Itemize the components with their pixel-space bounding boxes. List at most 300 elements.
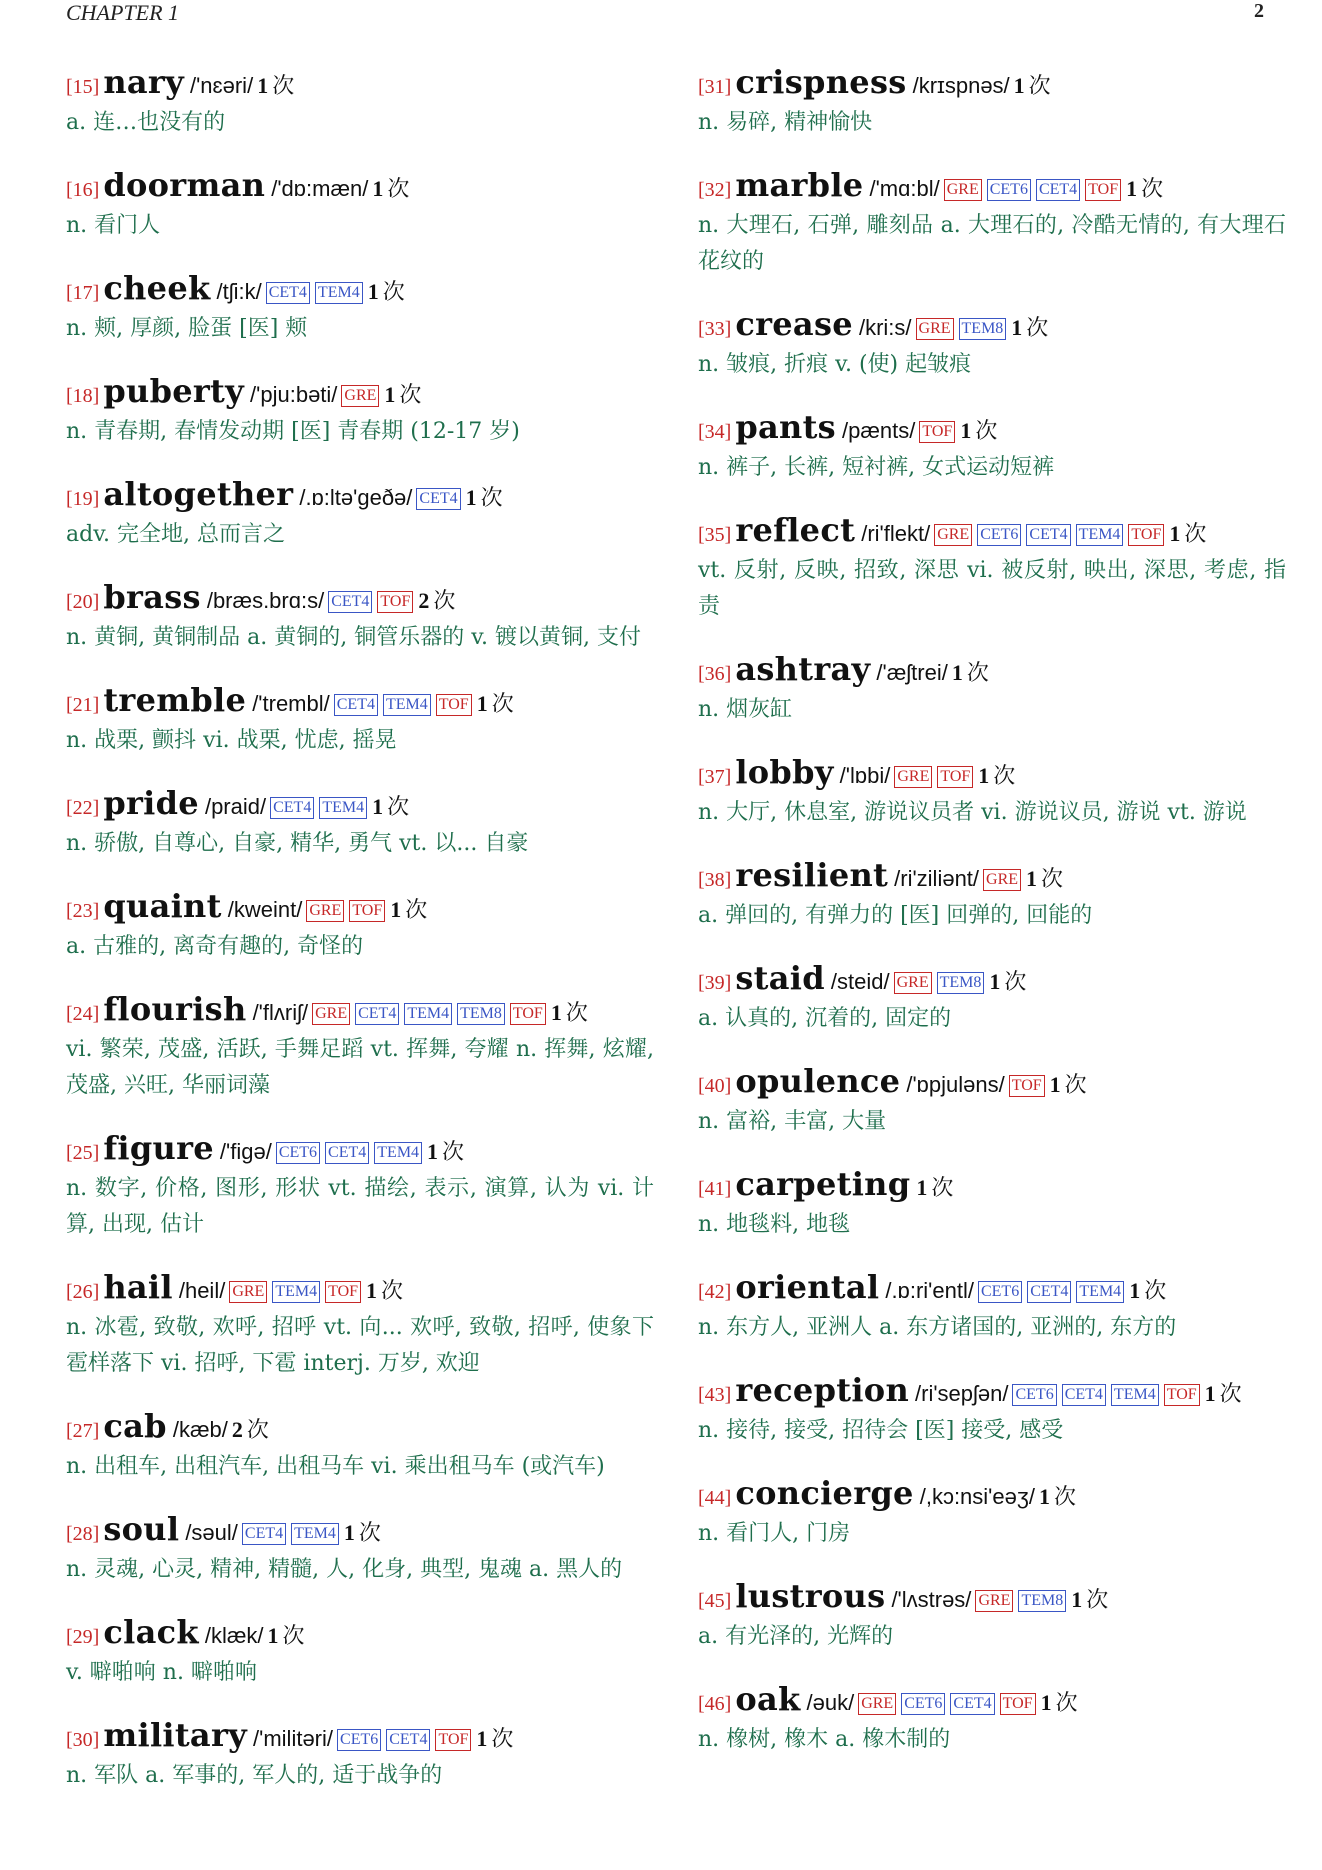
entry-definition: a. 弹回的, 有弹力的 [医] 回弹的, 回能的 <box>698 903 1093 928</box>
entry-word: nary <box>103 63 184 101</box>
entry-definition: n. 出租车, 出租汽车, 出租马车 vi. 乘出租马车 (或汽车) <box>66 1454 605 1479</box>
entry-headline <box>66 1511 654 1552</box>
exam-tag: CET4 <box>334 694 378 716</box>
entry-headline <box>66 476 654 517</box>
entry-number: [45] <box>698 1590 732 1612</box>
exam-tag: GRE <box>229 1281 267 1303</box>
entry-word: clack <box>103 1613 199 1651</box>
entry-count: 1 <box>372 794 384 819</box>
exam-tag: CET4 <box>266 282 310 304</box>
exam-tag: TOF <box>1128 524 1164 546</box>
vocab-entry <box>66 1408 654 1485</box>
entry-count: 1 <box>978 763 990 788</box>
entry-headline <box>66 1717 654 1758</box>
entry-count: 1 <box>343 1520 355 1545</box>
exam-tag: GRE <box>934 524 972 546</box>
entry-count: 1 <box>1013 73 1025 98</box>
exam-tag: GRE <box>894 766 932 788</box>
entry-phonetic: /'figə/ <box>219 1139 272 1164</box>
entry-count: 1 <box>1040 1690 1052 1715</box>
entry-phonetic: /krɪspnəs/ <box>912 73 1010 98</box>
entry-headline <box>66 785 654 826</box>
exam-tag: CET4 <box>355 1003 399 1025</box>
entry-word: pants <box>735 408 836 446</box>
exam-tag: TOF <box>937 766 973 788</box>
entry-count-unit: 次 <box>966 661 989 686</box>
entry-definition: n. 骄傲, 自尊心, 自豪, 精华, 勇气 vt. 以... 自豪 <box>66 831 529 856</box>
vocab-entry <box>698 1269 1286 1346</box>
entry-phonetic: /,kɔ:nsi'eəʒ/ <box>919 1484 1035 1509</box>
entry-headline <box>698 1372 1286 1413</box>
entry-headline <box>66 373 654 414</box>
entry-headline <box>698 306 1286 347</box>
entry-count-unit: 次 <box>1028 74 1051 99</box>
entry-number: [16] <box>66 179 100 201</box>
entry-headline <box>66 991 654 1032</box>
entry-number: [44] <box>698 1487 732 1509</box>
vocab-entry <box>698 512 1286 625</box>
exam-tag: TOF <box>510 1003 546 1025</box>
exam-tag: GRE <box>312 1003 350 1025</box>
entry-number: [31] <box>698 76 732 98</box>
vocab-entry <box>66 1130 654 1243</box>
vocab-entry <box>66 476 654 553</box>
exam-tag: TEM8 <box>959 318 1007 340</box>
entry-phonetic: /'pju:bəti/ <box>250 382 338 407</box>
entry-count: 1 <box>951 660 963 685</box>
exam-tag: CET6 <box>978 1281 1022 1303</box>
entry-definition: n. 战栗, 颤抖 vi. 战栗, 忧虑, 摇晃 <box>66 728 397 753</box>
entry-definition: a. 认真的, 沉着的, 固定的 <box>698 1006 952 1031</box>
entry-definition: n. 看门人 <box>66 213 161 238</box>
entry-phonetic: /ri'flekt/ <box>861 521 931 546</box>
entry-headline <box>698 512 1286 553</box>
entry-definition: n. 易碎, 精神愉快 <box>698 110 873 135</box>
entry-headline <box>698 960 1286 1001</box>
entry-phonetic: /bræs.brɑ:s/ <box>206 588 325 613</box>
exam-tag: CET6 <box>977 524 1021 546</box>
entry-count: 1 <box>1129 1278 1141 1303</box>
entry-count-unit: 次 <box>1086 1588 1109 1613</box>
entry-phonetic: /'mɑ:bl/ <box>869 176 940 201</box>
entry-word: soul <box>103 1510 180 1548</box>
exam-tag: TEM4 <box>1076 1281 1124 1303</box>
entry-definition: n. 东方人, 亚洲人 a. 东方诸国的, 亚洲的, 东方的 <box>698 1315 1177 1340</box>
vocab-entry <box>66 270 654 347</box>
entry-number: [46] <box>698 1693 732 1715</box>
entry-phonetic: /'lʌstrəs/ <box>891 1587 972 1612</box>
entry-word: flourish <box>103 990 247 1028</box>
entry-count-unit: 次 <box>382 280 405 305</box>
entry-definition: n. 地毯料, 地毯 <box>698 1212 851 1237</box>
entry-definition: n. 青春期, 春情发动期 [医] 青春期 (12-17 岁) <box>66 419 520 444</box>
entry-count-unit: 次 <box>1053 1485 1076 1510</box>
entry-count: 2 <box>418 588 430 613</box>
entry-definition: n. 大厅, 休息室, 游说议员者 vi. 游说议员, 游说 vt. 游说 <box>698 800 1247 825</box>
exam-tag: TOF <box>1164 1384 1200 1406</box>
exam-tag: GRE <box>983 869 1021 891</box>
exam-tag: CET6 <box>276 1142 320 1164</box>
entry-word: crispness <box>735 63 907 101</box>
vocab-entry <box>66 64 654 141</box>
entry-count: 1 <box>267 1623 279 1648</box>
page-header <box>66 0 1264 30</box>
entry-count: 1 <box>465 485 477 510</box>
entry-phonetic: /'nɛəri/ <box>189 73 254 98</box>
entry-count: 1 <box>1204 1381 1216 1406</box>
exam-tag: TEM4 <box>315 282 363 304</box>
vocab-entry <box>698 1578 1286 1655</box>
exam-tag: TEM4 <box>272 1281 320 1303</box>
entry-count: 1 <box>476 1726 488 1751</box>
entry-count: 1 <box>1071 1587 1083 1612</box>
entry-word: figure <box>103 1129 214 1167</box>
exam-tag: CET4 <box>270 797 314 819</box>
exam-tag: GRE <box>916 318 954 340</box>
entry-headline <box>66 64 654 105</box>
entry-count-unit: 次 <box>1004 970 1027 995</box>
exam-tag: TEM8 <box>457 1003 505 1025</box>
entry-definition: n. 军队 a. 军事的, 军人的, 适于战争的 <box>66 1763 443 1788</box>
entry-headline <box>698 1681 1286 1722</box>
entry-word: ashtray <box>735 650 871 688</box>
entry-count-unit: 次 <box>381 1279 404 1304</box>
entry-phonetic: /kweint/ <box>227 897 303 922</box>
vocab-entry <box>698 167 1286 280</box>
exam-tag: CET4 <box>386 1729 430 1751</box>
entry-count: 1 <box>989 969 1001 994</box>
entry-headline <box>66 1614 654 1655</box>
entry-count-unit: 次 <box>405 898 428 923</box>
vocab-entry <box>698 306 1286 383</box>
entry-number: [18] <box>66 385 100 407</box>
entry-word: pride <box>103 784 199 822</box>
entry-phonetic: /'dɒ:mæn/ <box>271 176 369 201</box>
entry-count-unit: 次 <box>491 692 514 717</box>
entry-number: [42] <box>698 1281 732 1303</box>
entry-number: [29] <box>66 1626 100 1648</box>
entry-headline <box>698 1578 1286 1619</box>
entry-word: brass <box>103 578 201 616</box>
entry-count-unit: 次 <box>491 1727 514 1752</box>
entry-number: [23] <box>66 900 100 922</box>
entry-phonetic: /əuk/ <box>806 1690 855 1715</box>
entry-phonetic: /praid/ <box>204 794 267 819</box>
entry-count: 1 <box>390 897 402 922</box>
entry-definition: n. 数字, 价格, 图形, 形状 vt. 描绘, 表示, 演算, 认为 vi. 计算, 出现, 估计 <box>66 1176 654 1237</box>
entry-number: [15] <box>66 76 100 98</box>
exam-tag: TEM8 <box>937 972 985 994</box>
entry-word: oriental <box>735 1268 880 1306</box>
chapter-title: CHAPTER 1 <box>66 0 180 25</box>
vocab-entry <box>66 682 654 759</box>
entry-count: 1 <box>427 1139 439 1164</box>
entry-word: lobby <box>735 753 834 791</box>
entry-word: crease <box>735 305 853 343</box>
exam-tag: GRE <box>894 972 932 994</box>
entry-word: oak <box>735 1680 801 1718</box>
exam-tag: CET4 <box>1026 524 1070 546</box>
entry-count: 1 <box>366 1278 378 1303</box>
exam-tag: TOF <box>435 1729 471 1751</box>
entry-word: marble <box>735 166 864 204</box>
entry-headline <box>698 651 1286 692</box>
entry-word: puberty <box>103 372 245 410</box>
entry-count: 1 <box>1026 866 1038 891</box>
entry-number: [26] <box>66 1281 100 1303</box>
exam-tag: TOF <box>325 1281 361 1303</box>
entry-number: [36] <box>698 663 732 685</box>
entry-definition: vt. 反射, 反映, 招致, 深思 vi. 被反射, 映出, 深思, 考虑, 指责 <box>698 558 1286 619</box>
entry-definition: n. 裤子, 长裤, 短衬裤, 女式运动短裤 <box>698 455 1055 480</box>
page-number: 2 <box>1254 0 1264 22</box>
exam-tag: TOF <box>1000 1693 1036 1715</box>
entry-count-unit: 次 <box>272 74 295 99</box>
exam-tag: TEM4 <box>404 1003 452 1025</box>
entry-count: 1 <box>550 1000 562 1025</box>
exam-tag: TEM4 <box>374 1142 422 1164</box>
entry-number: [22] <box>66 797 100 819</box>
vocab-entry <box>66 1269 654 1382</box>
entry-word: opulence <box>735 1062 901 1100</box>
entry-phonetic: /'lɒbi/ <box>839 763 891 788</box>
vocab-entry <box>698 1166 1286 1243</box>
entry-number: [34] <box>698 421 732 443</box>
entry-phonetic: /'æʃtrei/ <box>876 660 948 685</box>
entry-definition: v. 噼啪响 n. 噼啪响 <box>66 1660 257 1685</box>
entry-number: [32] <box>698 179 732 201</box>
entry-definition: adv. 完全地, 总而言之 <box>66 522 285 547</box>
entry-definition: n. 富裕, 丰富, 大量 <box>698 1109 887 1134</box>
entry-headline <box>698 754 1286 795</box>
entry-word: tremble <box>103 681 247 719</box>
entry-word: lustrous <box>735 1577 886 1615</box>
entry-number: [25] <box>66 1142 100 1164</box>
exam-tag: TOF <box>349 900 385 922</box>
vocab-entry <box>698 1681 1286 1758</box>
entry-count: 1 <box>960 418 972 443</box>
vocab-entry <box>66 373 654 450</box>
entry-number: [19] <box>66 488 100 510</box>
vocab-entry <box>66 888 654 965</box>
right-column <box>698 64 1286 1784</box>
entry-headline <box>698 64 1286 105</box>
entry-phonetic: /'trembl/ <box>252 691 330 716</box>
entry-count-unit: 次 <box>399 383 422 408</box>
entry-definition: n. 冰雹, 致敬, 欢呼, 招呼 vt. 向... 欢呼, 致敬, 招呼, 使象下雹样落下 vi. 招呼, 下雹 interj. 万岁, 欢迎 <box>66 1315 654 1376</box>
entry-count-unit: 次 <box>1184 522 1207 547</box>
vocab-entry <box>66 579 654 656</box>
entry-phonetic: /pænts/ <box>842 418 916 443</box>
vocab-entry <box>66 1511 654 1588</box>
entry-word: concierge <box>735 1474 914 1512</box>
entry-definition: a. 有光泽的, 光辉的 <box>698 1624 894 1649</box>
entry-number: [20] <box>66 591 100 613</box>
entry-phonetic: /kæb/ <box>172 1417 228 1442</box>
vocab-entry <box>66 1717 654 1794</box>
vocab-entry <box>698 651 1286 728</box>
exam-tag: CET4 <box>950 1693 994 1715</box>
exam-tag: CET4 <box>242 1523 286 1545</box>
vocab-entry <box>66 1614 654 1691</box>
vocab-entry <box>698 64 1286 141</box>
entry-phonetic: /klæk/ <box>204 1623 264 1648</box>
entry-definition: n. 皱痕, 折痕 v. (使) 起皱痕 <box>698 352 972 377</box>
entry-word: cheek <box>103 269 211 307</box>
exam-tag: GRE <box>306 900 344 922</box>
entry-count-unit: 次 <box>1026 316 1049 341</box>
entry-count: 1 <box>476 691 488 716</box>
exam-tag: TOF <box>919 421 955 443</box>
exam-tag: CET4 <box>1027 1281 1071 1303</box>
entry-headline <box>66 682 654 723</box>
exam-tag: CET6 <box>1012 1384 1056 1406</box>
exam-tag: TEM4 <box>1111 1384 1159 1406</box>
entry-headline <box>698 1269 1286 1310</box>
entry-definition: n. 大理石, 石弹, 雕刻品 a. 大理石的, 冷酷无情的, 有大理石花纹的 <box>698 213 1286 274</box>
entry-phonetic: /kri:s/ <box>858 315 912 340</box>
entry-count-unit: 次 <box>1144 1279 1167 1304</box>
vocab-entry <box>698 754 1286 831</box>
entry-word: doorman <box>103 166 266 204</box>
vocab-entry <box>698 960 1286 1037</box>
entry-count: 1 <box>367 279 379 304</box>
exam-tag: TOF <box>1085 179 1121 201</box>
entry-count-unit: 次 <box>358 1521 381 1546</box>
entry-word: cab <box>103 1407 167 1445</box>
exam-tag: GRE <box>341 385 379 407</box>
entry-headline <box>66 1408 654 1449</box>
entry-number: [35] <box>698 524 732 546</box>
entry-count: 1 <box>1169 521 1181 546</box>
entry-definition: n. 黄铜, 黄铜制品 a. 黄铜的, 铜管乐器的 v. 镀以黄铜, 支付 <box>66 625 642 650</box>
exam-tag: TEM8 <box>1018 1590 1066 1612</box>
entry-definition: vi. 繁荣, 茂盛, 活跃, 手舞足蹈 vt. 挥舞, 夸耀 n. 挥舞, 炫耀, 茂盛, 兴旺, 华丽词藻 <box>66 1037 654 1098</box>
entry-definition: a. 连…也没有的 <box>66 110 226 135</box>
entry-headline <box>66 1130 654 1171</box>
entry-count-unit: 次 <box>282 1624 305 1649</box>
entry-headline <box>698 857 1286 898</box>
entry-number: [41] <box>698 1178 732 1200</box>
vocab-entry <box>698 857 1286 934</box>
entry-definition: n. 橡树, 橡木 a. 橡木制的 <box>698 1727 951 1752</box>
exam-tag: TOF <box>436 694 472 716</box>
entry-definition: n. 烟灰缸 <box>698 697 793 722</box>
entry-headline <box>698 1063 1286 1104</box>
exam-tag: CET6 <box>901 1693 945 1715</box>
entry-count-unit: 次 <box>442 1140 465 1165</box>
entry-number: [27] <box>66 1420 100 1442</box>
entry-count: 1 <box>1126 176 1138 201</box>
entry-headline <box>66 167 654 208</box>
exam-tag: CET4 <box>1062 1384 1106 1406</box>
entry-count-unit: 次 <box>246 1418 269 1443</box>
exam-tag: TEM4 <box>1076 524 1124 546</box>
entry-count-unit: 次 <box>1064 1073 1087 1098</box>
entry-number: [28] <box>66 1523 100 1545</box>
entry-phonetic: /heil/ <box>178 1278 226 1303</box>
entry-count: 1 <box>916 1175 928 1200</box>
exam-tag: CET4 <box>328 591 372 613</box>
entry-headline <box>66 579 654 620</box>
exam-tag: GRE <box>858 1693 896 1715</box>
entry-number: [38] <box>698 869 732 891</box>
entry-phonetic: /'ɒpjuləns/ <box>906 1072 1005 1097</box>
entry-phonetic: /.ɒ:ri'entl/ <box>885 1278 974 1303</box>
entry-count: 1 <box>384 382 396 407</box>
entry-definition: n. 看门人, 门房 <box>698 1521 851 1546</box>
exam-tag: TOF <box>377 591 413 613</box>
entry-number: [24] <box>66 1003 100 1025</box>
entry-phonetic: /ri'ziliənt/ <box>894 866 980 891</box>
exam-tag: CET4 <box>1036 179 1080 201</box>
entry-headline <box>698 167 1286 208</box>
entry-count-unit: 次 <box>931 1176 954 1201</box>
entry-count-unit: 次 <box>993 764 1016 789</box>
entry-word: staid <box>735 959 825 997</box>
entry-count-unit: 次 <box>975 419 998 444</box>
exam-tag: CET6 <box>987 179 1031 201</box>
entry-headline <box>698 409 1286 450</box>
entry-number: [40] <box>698 1075 732 1097</box>
entry-count-unit: 次 <box>480 486 503 511</box>
entry-word: military <box>103 1716 248 1754</box>
entry-headline <box>66 888 654 929</box>
entry-definition: n. 接待, 接受, 招待会 [医] 接受, 感受 <box>698 1418 1064 1443</box>
entry-phonetic: /tʃi:k/ <box>216 279 262 304</box>
exam-tag: TEM4 <box>383 694 431 716</box>
entry-phonetic: /steid/ <box>830 969 890 994</box>
entry-count: 1 <box>372 176 384 201</box>
exam-tag: GRE <box>975 1590 1013 1612</box>
vocab-entry <box>66 785 654 862</box>
exam-tag: TEM4 <box>291 1523 339 1545</box>
entry-headline <box>66 1269 654 1310</box>
entry-word: carpeting <box>735 1165 911 1203</box>
exam-tag: TEM4 <box>319 797 367 819</box>
entry-number: [39] <box>698 972 732 994</box>
exam-tag: CET4 <box>416 488 460 510</box>
entry-word: altogether <box>103 475 294 513</box>
entry-definition: a. 古雅的, 离奇有趣的, 奇怪的 <box>66 934 364 959</box>
entry-count-unit: 次 <box>433 589 456 614</box>
vocab-entry <box>698 1063 1286 1140</box>
entry-number: [43] <box>698 1384 732 1406</box>
entry-word: reception <box>735 1371 910 1409</box>
entry-count-unit: 次 <box>1219 1382 1242 1407</box>
entry-count: 1 <box>1049 1072 1061 1097</box>
entry-phonetic: /'flʌriʃ/ <box>252 1000 309 1025</box>
entry-number: [37] <box>698 766 732 788</box>
entry-number: [33] <box>698 318 732 340</box>
entry-word: quaint <box>103 887 222 925</box>
entry-word: resilient <box>735 856 889 894</box>
exam-tag: CET6 <box>337 1729 381 1751</box>
entry-count: 1 <box>1038 1484 1050 1509</box>
entry-phonetic: /.ɒ:ltə'geðə/ <box>299 485 413 510</box>
entry-phonetic: /'militəri/ <box>253 1726 334 1751</box>
entry-count-unit: 次 <box>1041 867 1064 892</box>
entry-definition: n. 颊, 厚颜, 脸蛋 [医] 颊 <box>66 316 308 341</box>
exam-tag: TOF <box>1009 1075 1045 1097</box>
vocab-entry <box>698 409 1286 486</box>
entry-count-unit: 次 <box>1055 1691 1078 1716</box>
entry-count: 1 <box>1011 315 1023 340</box>
entry-word: hail <box>103 1268 173 1306</box>
entry-count-unit: 次 <box>565 1001 588 1026</box>
vocab-entry <box>698 1372 1286 1449</box>
vocab-entry <box>66 167 654 244</box>
